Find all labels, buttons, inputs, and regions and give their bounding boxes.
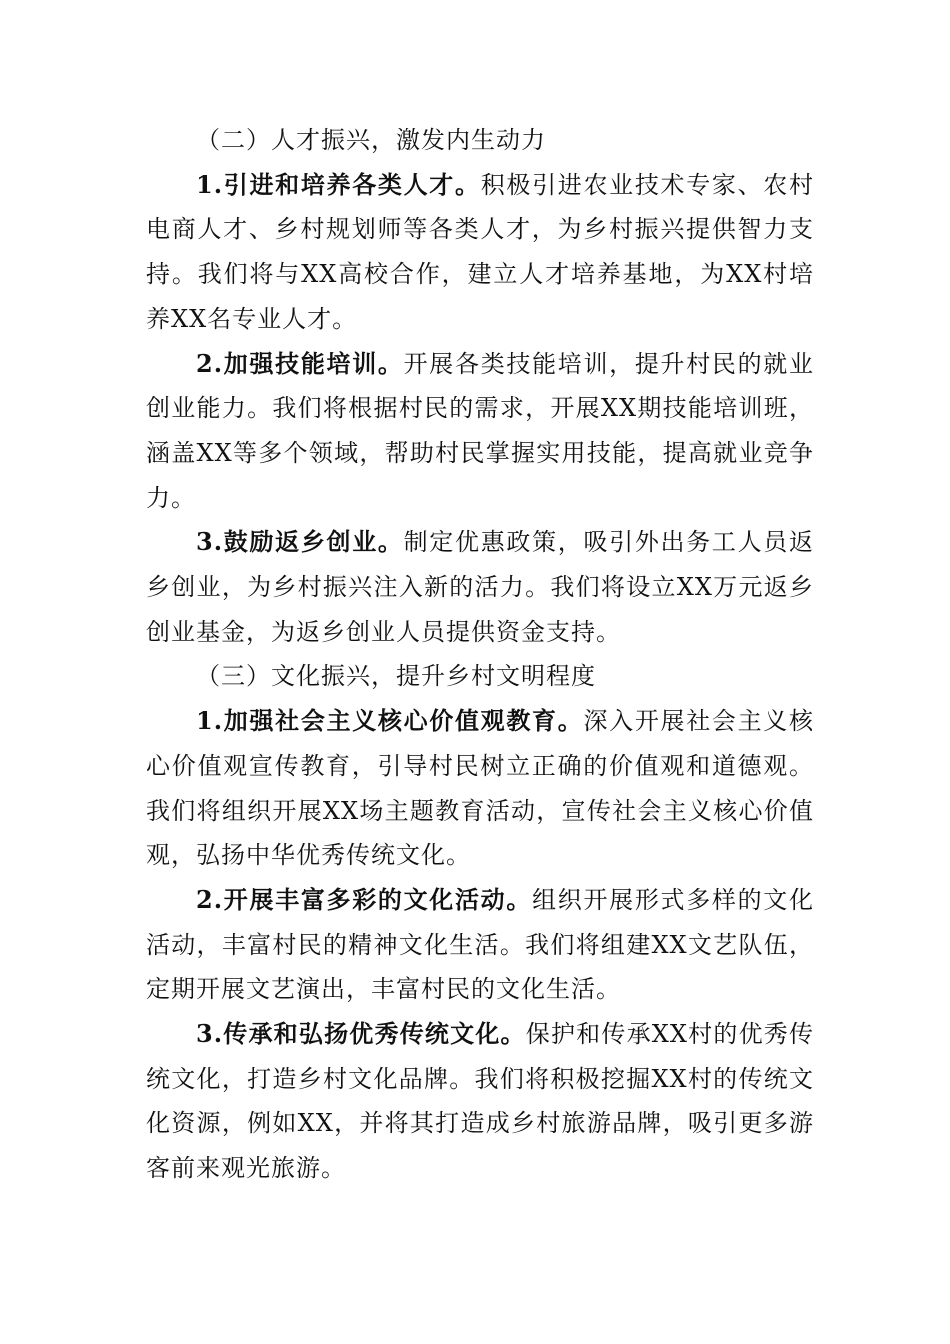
paragraph [146, 520, 814, 654]
paragraph-body: 积极引进农业技术专家、农村电商人才、乡村规划师等各类人才，为乡村振兴提供智力支持。我们将与XX高校合作，建立人才培养基地，为XX村培养XX名专业人才。 [146, 170, 815, 333]
paragraph-body: 开展各类技能培训，提升村民的就业创业能力。我们将根据村民的需求，开展XX期技能培训班，涵盖XX等多个领域，帮助村民掌握实用技能，提高就业竞争力。 [146, 349, 815, 512]
paragraph-lead: 2.加强技能培训。 [196, 348, 404, 378]
paragraph [146, 1012, 814, 1191]
document-body [146, 118, 814, 1191]
paragraph-lead: 1.引进和培养各类人才。 [196, 169, 481, 199]
paragraph [146, 878, 814, 1012]
section-heading: （二）人才振兴，激发内生动力 [196, 126, 546, 154]
paragraph-lead: 3.鼓励返乡创业。 [196, 527, 404, 557]
paragraph-lead: 3.传承和弘扬优秀传统文化。 [196, 1019, 526, 1049]
paragraph [146, 342, 814, 521]
paragraph [146, 163, 814, 342]
paragraph-body: 组织开展形式多样的文化活动，丰富村民的精神文化生活。我们将组建XX文艺队伍，定期开展文艺演出，丰富村民的文化生活。 [146, 885, 814, 1004]
paragraph [146, 699, 814, 878]
section-heading: （三）文化振兴，提升乡村文明程度 [196, 662, 596, 691]
paragraph-lead: 1.加强社会主义核心价值观教育。 [196, 706, 584, 736]
paragraph-body: 制定优惠政策，吸引外出务工人员返乡创业，为乡村振兴注入新的活力。我们将设立XX万元返乡创业基金，为返乡创业人员提供资金支持。 [146, 528, 815, 646]
paragraph-body: 深入开展社会主义核心价值观宣传教育，引导村民树立正确的价值观和道德观。我们将组织开展XX场主题教育活动，宣传社会主义核心价值观，弘扬中华优秀传统文化。 [146, 707, 814, 870]
paragraph-body: 保护和传承XX村的优秀传统文化，打造乡村文化品牌。我们将积极挖掘XX村的传统文化资源，例如XX，并将其打造成乡村旅游品牌，吸引更多游客前来观光旅游。 [146, 1020, 814, 1183]
paragraph-lead: 2.开展丰富多彩的文化活动。 [196, 884, 533, 914]
